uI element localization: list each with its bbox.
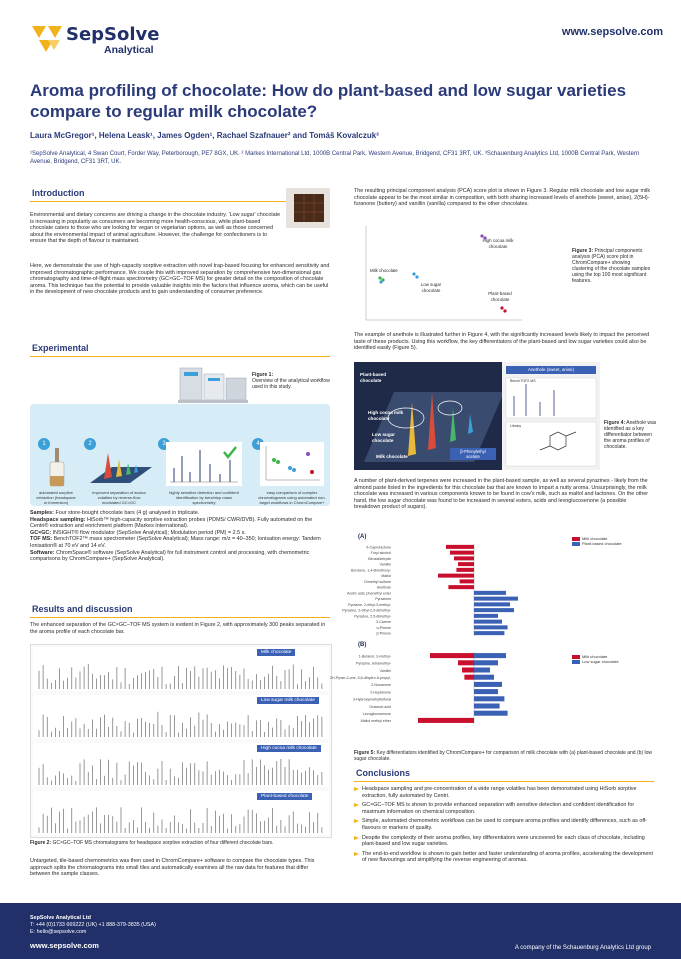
gcgc-text: INSIGHT® flow modulator (SepSolve Analytical); Modulation period (PM) = 2.5 s.: [52, 529, 246, 536]
chart-bar: [474, 608, 514, 612]
chart-category-label: Benzene, 1,4-dimethoxy-: [351, 568, 391, 573]
fig5-svg: [330, 530, 654, 748]
chart-category-label: Pyrazine, 2,5-dimethyl-: [354, 614, 391, 619]
scatter-plot-icon: [260, 442, 324, 486]
fig2-caption-text: GC×GC–TOF MS chromatograms for headspace sorptive extraction of four different chocolate bars.: [52, 840, 274, 846]
chart-bar: [458, 660, 474, 665]
chart-category-label: Pyrazines: [375, 597, 391, 602]
intro-divider: [30, 201, 330, 202]
chart-category-label: 3-Carene: [376, 620, 391, 625]
fig2-caption: [30, 840, 330, 846]
conclusion-item: Headspace sampling and pre-concentration of a wide range volatiles has been demonstrated using HiSorb sorptive extraction, fully automated by Centri.: [354, 786, 654, 799]
pca-label-low-sugar: Low sugar chocolate: [420, 282, 442, 293]
chart-bar: [474, 667, 490, 672]
chrom-label-milk: Milk chocolate: [257, 649, 295, 656]
chart-bar: [450, 551, 474, 555]
chart-category-label: Pyrazine, 2-ethyl-2,5-dimethyl-: [342, 608, 391, 613]
experimental-divider: [30, 356, 330, 357]
samples-text: Four store-bought chocolate bars (4 g) analysed in triplicate.: [55, 510, 200, 516]
intro-p1: Environmental and dietary concerns are driving a change in the chocolate industry. 'Low sugar' chocolate is increasing in popularity as consumers are becoming more health-conscious, while plant-based chocolate caters to those who are looking for vegan or vegetarian options, as well as those concerned about the environmental impact of animal agriculture. However, the challenge for confectioners is to ensure that the depth of flavour is maintained.: [30, 212, 281, 245]
affiliations: ¹SepSolve Analytical, 4 Swan Court, Forder Way, Peterborough, PE7 8GX, UK. ² Markes International Ltd, 1000B Central Park, Western Avenue, Bridgend, CF31 3RT, UK. ³Schauenburg Analytics Ltd, 1000B Central Park, Western Avenue, Bridgend, CF31 3RT, UK.: [30, 151, 640, 165]
sepsolve-logo-mark: [30, 22, 64, 56]
results-p2: Untargeted, tile-based chemometrics was then used in ChromCompare+ software to compare the chocolate types. This approach splits the chromatograms into small tiles and automatically examines all the raw data for features that differ between the sample classes.: [30, 858, 315, 878]
chart-bar: [446, 545, 474, 549]
experimental-section: [30, 343, 330, 357]
chart-b-legend-milk: Milk chocolate: [572, 654, 619, 659]
footer-tel: T: +44 (0)1733 669222 (UK) +1 888-379-3835 (USA): [30, 922, 156, 928]
chrom-label-high-cocoa: High cocoa milk chocolate: [257, 745, 321, 752]
intro-heading: Introduction: [32, 188, 85, 198]
chart-bar: [474, 711, 508, 716]
step-3-badge: 3: [158, 438, 170, 450]
chart-category-label: δ-Caprolactone: [366, 545, 391, 550]
chrom-label-plant-based: Plant-based chocolate: [257, 793, 312, 800]
instrument-image: [178, 360, 248, 404]
tof-label: TOF MS:: [30, 536, 53, 543]
step-1-badge: 1: [38, 438, 50, 450]
chart-category-label: Maltol methyl ether: [360, 719, 391, 724]
footer-company: SepSolve Analytical Ltd: [30, 915, 91, 921]
step-4-badge: 4: [252, 438, 264, 450]
chart-category-label: 3-Hydroxymethylfurfural: [352, 697, 391, 702]
chart-bar: [474, 660, 498, 665]
chart-bar: [474, 597, 518, 601]
chart-category-label: α-Pinene: [376, 625, 391, 630]
results-p1: The enhanced separation of the GC×GC–TOF MS system is evident in Figure 2, with approximately 300 peaks separated in the aroma profile of each chocolate bar.: [30, 622, 326, 635]
chart-category-label: 2-Nonanone: [371, 683, 391, 688]
intro-section: [30, 188, 330, 206]
chart-bar: [418, 718, 474, 723]
chart-bar: [474, 703, 500, 708]
chrom-label-low-sugar: Low sugar milk chocolate: [257, 697, 319, 704]
chart-b-panel-label: (B): [358, 642, 367, 648]
step-4-label: easy comparison of complex chromatograms using automated non-target workflows in ChromCompare+: [258, 490, 326, 505]
pca-label-milk: Milk chocolate: [370, 268, 398, 273]
chart-category-label: Levoglucosenone: [362, 712, 391, 716]
fig5-caption-text: Key differentiators identified by ChromCompare+ for comparison of milk chocolate with (a) plant-based chocolate and (b) low sugar chocolate.: [354, 750, 652, 762]
conclusions-section: [354, 768, 654, 867]
chart-category-label: 2-Heptanone: [370, 690, 391, 695]
chart-bar: [474, 653, 506, 658]
chart-category-label: β-Pinene: [376, 631, 391, 636]
gcgc-3d-plot-icon: [90, 443, 152, 487]
fig4-phenyl-label: β-Phenylethyl acetate: [450, 448, 496, 460]
footer-group: A company of the Schauenburg Analytics Ltd group: [514, 945, 651, 951]
chart-a-legend-plant: Plant-based chocolate: [572, 541, 622, 546]
intro-p2: Here, we demonstrate the use of high-capacity sorptive extraction with novel trap-based focusing for enhanced sensitivity and improved chromatographic performance. We couple this with improved separation by comprehensive two-dimensional gas chromatography and time-of-flight mass spectrometry (GC×GC–TOF MS) for greater detail on the composition of chocolate aroma. This technique has the potential to provide valuable insights into the factors that influence aroma, which can be useful in the development of new chocolate products and to gain understanding of consumer preference.: [30, 263, 330, 296]
chart-bar: [462, 667, 474, 672]
chart-bar: [474, 614, 498, 618]
chart-b-legend: [572, 654, 619, 664]
brand-name: SepSolve: [66, 24, 160, 45]
chart-bar: [474, 631, 504, 635]
headspace-text: HiSorb™ high-capacity sorptive extraction probes (PDMS/ CWR/DVB). Fully automated on the Centri® extraction and enrichment platform (Markes International).: [30, 516, 313, 530]
conclusions-heading: Conclusions: [356, 768, 411, 778]
samples-label: Samples:: [30, 510, 54, 516]
conclusion-item: Simple, automated chemometric workflows can be used to compare aroma profiles and identify differences, such as off-flavours or markers of quality.: [354, 818, 654, 831]
chromatograms-svg: [31, 645, 331, 837]
fig3-caption-bold: Figure 3:: [572, 248, 594, 254]
chart-a-legend: [572, 536, 622, 546]
terpenes-paragraph: A number of plant-derived terpenes were increased in the plant-based sample, as well as several pyrazines - likely from the almond paste listed in the ingredients for this chocolate bar that are known to impart a nutty aroma. Unsurprisingly, the milk chocolate was increased in various components known to be found in cow's milk, such as maltol and lactones. On the other hand, the low sugar chocolate was found to be increased in several esters, acids and levoglucosenone (a possible breakdown product of sugars).: [354, 478, 649, 511]
chart-bar: [456, 568, 474, 572]
pca-point-low-sugar: [412, 272, 415, 275]
chart-bar: [474, 591, 506, 595]
chart-bar: [448, 585, 474, 589]
fig4-label-low-sugar: Low sugar chocolate: [372, 432, 395, 443]
chart-bar: [430, 653, 474, 658]
chart-category-label: Vanillin: [379, 668, 391, 673]
experimental-heading: Experimental: [32, 343, 89, 353]
fig4-label-milk: Milk chocolate: [376, 454, 408, 459]
chart-bar: [460, 579, 474, 583]
mass-spectrum-icon: [166, 442, 242, 486]
chart-category-label: 1-Butanol, 3-methyl-: [358, 654, 391, 659]
chart-bar: [474, 689, 498, 694]
chart-a-legend-milk: Milk chocolate: [572, 536, 622, 541]
software-text: ChromSpace® software (SepSolve Analytical) for full instrument control and processing, with chemometric comparisons by ChromCompare+ (SepSolve Analytical).: [30, 549, 310, 563]
chromatograms-figure: [30, 644, 332, 838]
fig4-benchtof-label: BenchTOF2 MS: [510, 379, 536, 383]
chart-category-label: Vanillin: [379, 562, 391, 567]
fig2-caption-bold: Figure 2:: [30, 840, 52, 846]
step-2-badge: 2: [84, 438, 96, 450]
fig4-caption-bold: Figure 4:: [604, 420, 626, 426]
chart-category-label: 2H-Pyran-2-one, 5,6-dihydro-6-propyl-: [330, 676, 391, 680]
footer-email[interactable]: E: hello@sepsolve.com: [30, 929, 87, 935]
chart-b-legend-low-sugar: Low sugar chocolate: [572, 659, 619, 664]
pca-point-plant: [500, 306, 503, 309]
pca-label-high-cocoa: High cocoa milk chocolate: [482, 238, 514, 249]
chart-category-label: Furyl alcohol: [370, 551, 391, 556]
pca-p1: The resulting principal component analysis (PCA) score plot is shown in Figure 3. Regular milk chocolate and low sugar milk chocolate appear to be the most similar in composition, with both sharing increased levels of anethole (sweet, anise), 2(5H)-furanone (buttery) and vanillin (vanilla) compared to the other chocolates.: [354, 188, 651, 208]
chart-bar: [438, 574, 474, 578]
footer-website[interactable]: www.sepsolve.com: [30, 941, 99, 950]
fig4-label-plant: Plant-based chocolate: [360, 372, 387, 383]
chart-category-label: Maltol: [381, 574, 391, 579]
fig4-label-high-cocoa: High cocoa milk chocolate: [368, 410, 404, 421]
fig4-library-label: Library: [510, 424, 521, 428]
conclusion-item: GC×GC–TOF MS is shown to provide enhanced separation with sensitive detection and confident identification for maximum information on chemical composition.: [354, 802, 654, 815]
pca-p2: The example of anethole is illustrated further in Figure 4, with the significantly increased levels likely to impact the perceived taste of these products. Using this workflow, the key differentiators of the plant-based and low sugar varieties could also be identified easily (Figure 5).: [354, 332, 650, 352]
poster-title: Aroma profiling of chocolate: How do plant-based and low sugar varieties compare to regular milk chocolate?: [30, 81, 627, 121]
fig4-caption-text: Anethole was identified as a key differentiator between the aroma profiles of chocolate.: [604, 420, 657, 450]
conclusion-item: The end-to-end workflow is shown to gain better and faster understanding of aroma profiles, accelerating the development of new flavourings and simplifying the reverse engineering of aromas.: [354, 851, 654, 864]
brand-sub: Analytical: [104, 44, 154, 56]
chart-category-label: Octanoic acid: [369, 704, 391, 709]
gcgc-label: GC×GC:: [30, 529, 52, 536]
chart-category-label: Pyrazine, 2-ethyl-3-methyl-: [348, 602, 391, 607]
chart-category-label: Benzaldehyde: [368, 556, 391, 561]
authors: Laura McGregor¹, Helena Leask¹, James Ogden¹, Rachael Szafnauer² and Tomáš Kovalczuk³: [30, 131, 379, 140]
software-label: Software:: [30, 549, 55, 556]
conclusion-item: Despite the complexity of their aroma profiles, key differentiators were uncovered for each class of chocolate, including plant-based and low sugar varieties.: [354, 835, 654, 848]
results-heading: Results and discussion: [32, 604, 133, 614]
chart-bar: [474, 682, 502, 687]
chart-bar: [474, 696, 504, 701]
fig5-charts: [330, 530, 654, 748]
chart-category-label: Acetic acid, phenethyl ester: [347, 591, 391, 596]
chart-category-label: Dimethyl sulfone: [364, 579, 391, 584]
results-divider: [30, 617, 330, 618]
step-2-label: improved separation of aroma volatiles by reverse-flow modulated GC×GC: [92, 490, 146, 505]
fig4-caption: [604, 420, 660, 450]
conclusions-divider: [354, 781, 654, 782]
chart-bar: [464, 675, 474, 680]
methods-block: [30, 510, 330, 563]
footer: [0, 903, 681, 959]
chart-bar: [474, 625, 508, 629]
step-1-label: automated sorptive extraction (headspace or immersion): [36, 490, 76, 505]
step-3-label: highly sensitive detection and confident identification by benchtop mass spectrometry: [169, 490, 239, 505]
chocolate-image: [286, 188, 330, 228]
chart-bar: [458, 562, 474, 566]
chart-a-panel-label: (A): [358, 534, 367, 540]
pca-point-milk: [378, 276, 381, 279]
chart-bar: [454, 556, 474, 560]
chart-bar: [474, 602, 510, 606]
fig3-caption-text: Principal components analysis (PCA) score plot in ChromCompare+ showing clustering of the chocolate samples using the top 100 most significant features.: [572, 248, 651, 284]
vial-icon: [46, 448, 68, 488]
tof-text: BenchTOF2™ mass spectrometer (SepSolve Analytical); Mass range: m/z = 40–350; Ionisation energy: Tandem Ionisation® at 70 eV and 14 eV.: [30, 536, 321, 549]
website-link-top[interactable]: www.sepsolve.com: [561, 26, 663, 38]
chart-category-label: Pyrazine, tetramethyl-: [356, 661, 391, 666]
fig5-caption-bold: Figure 5:: [354, 750, 376, 756]
fig3-caption: [572, 248, 652, 284]
fig1-caption: [252, 372, 332, 390]
chart-category-label: Anethole: [376, 585, 391, 590]
fig1-caption-text: Overview of the analytical workflow used in this study.: [252, 378, 330, 390]
fig1-caption-bold: Figure 1:: [252, 372, 274, 378]
chart-bar: [474, 675, 494, 680]
headspace-label: Headspace sampling:: [30, 516, 86, 523]
pca-label-plant: Plant-based chocolate: [488, 291, 512, 302]
results-section: [30, 604, 330, 618]
fig4-anethole-title: Anethole (sweet, anise): [528, 367, 574, 372]
chart-bar: [474, 620, 502, 624]
fig5-caption: [354, 750, 654, 762]
